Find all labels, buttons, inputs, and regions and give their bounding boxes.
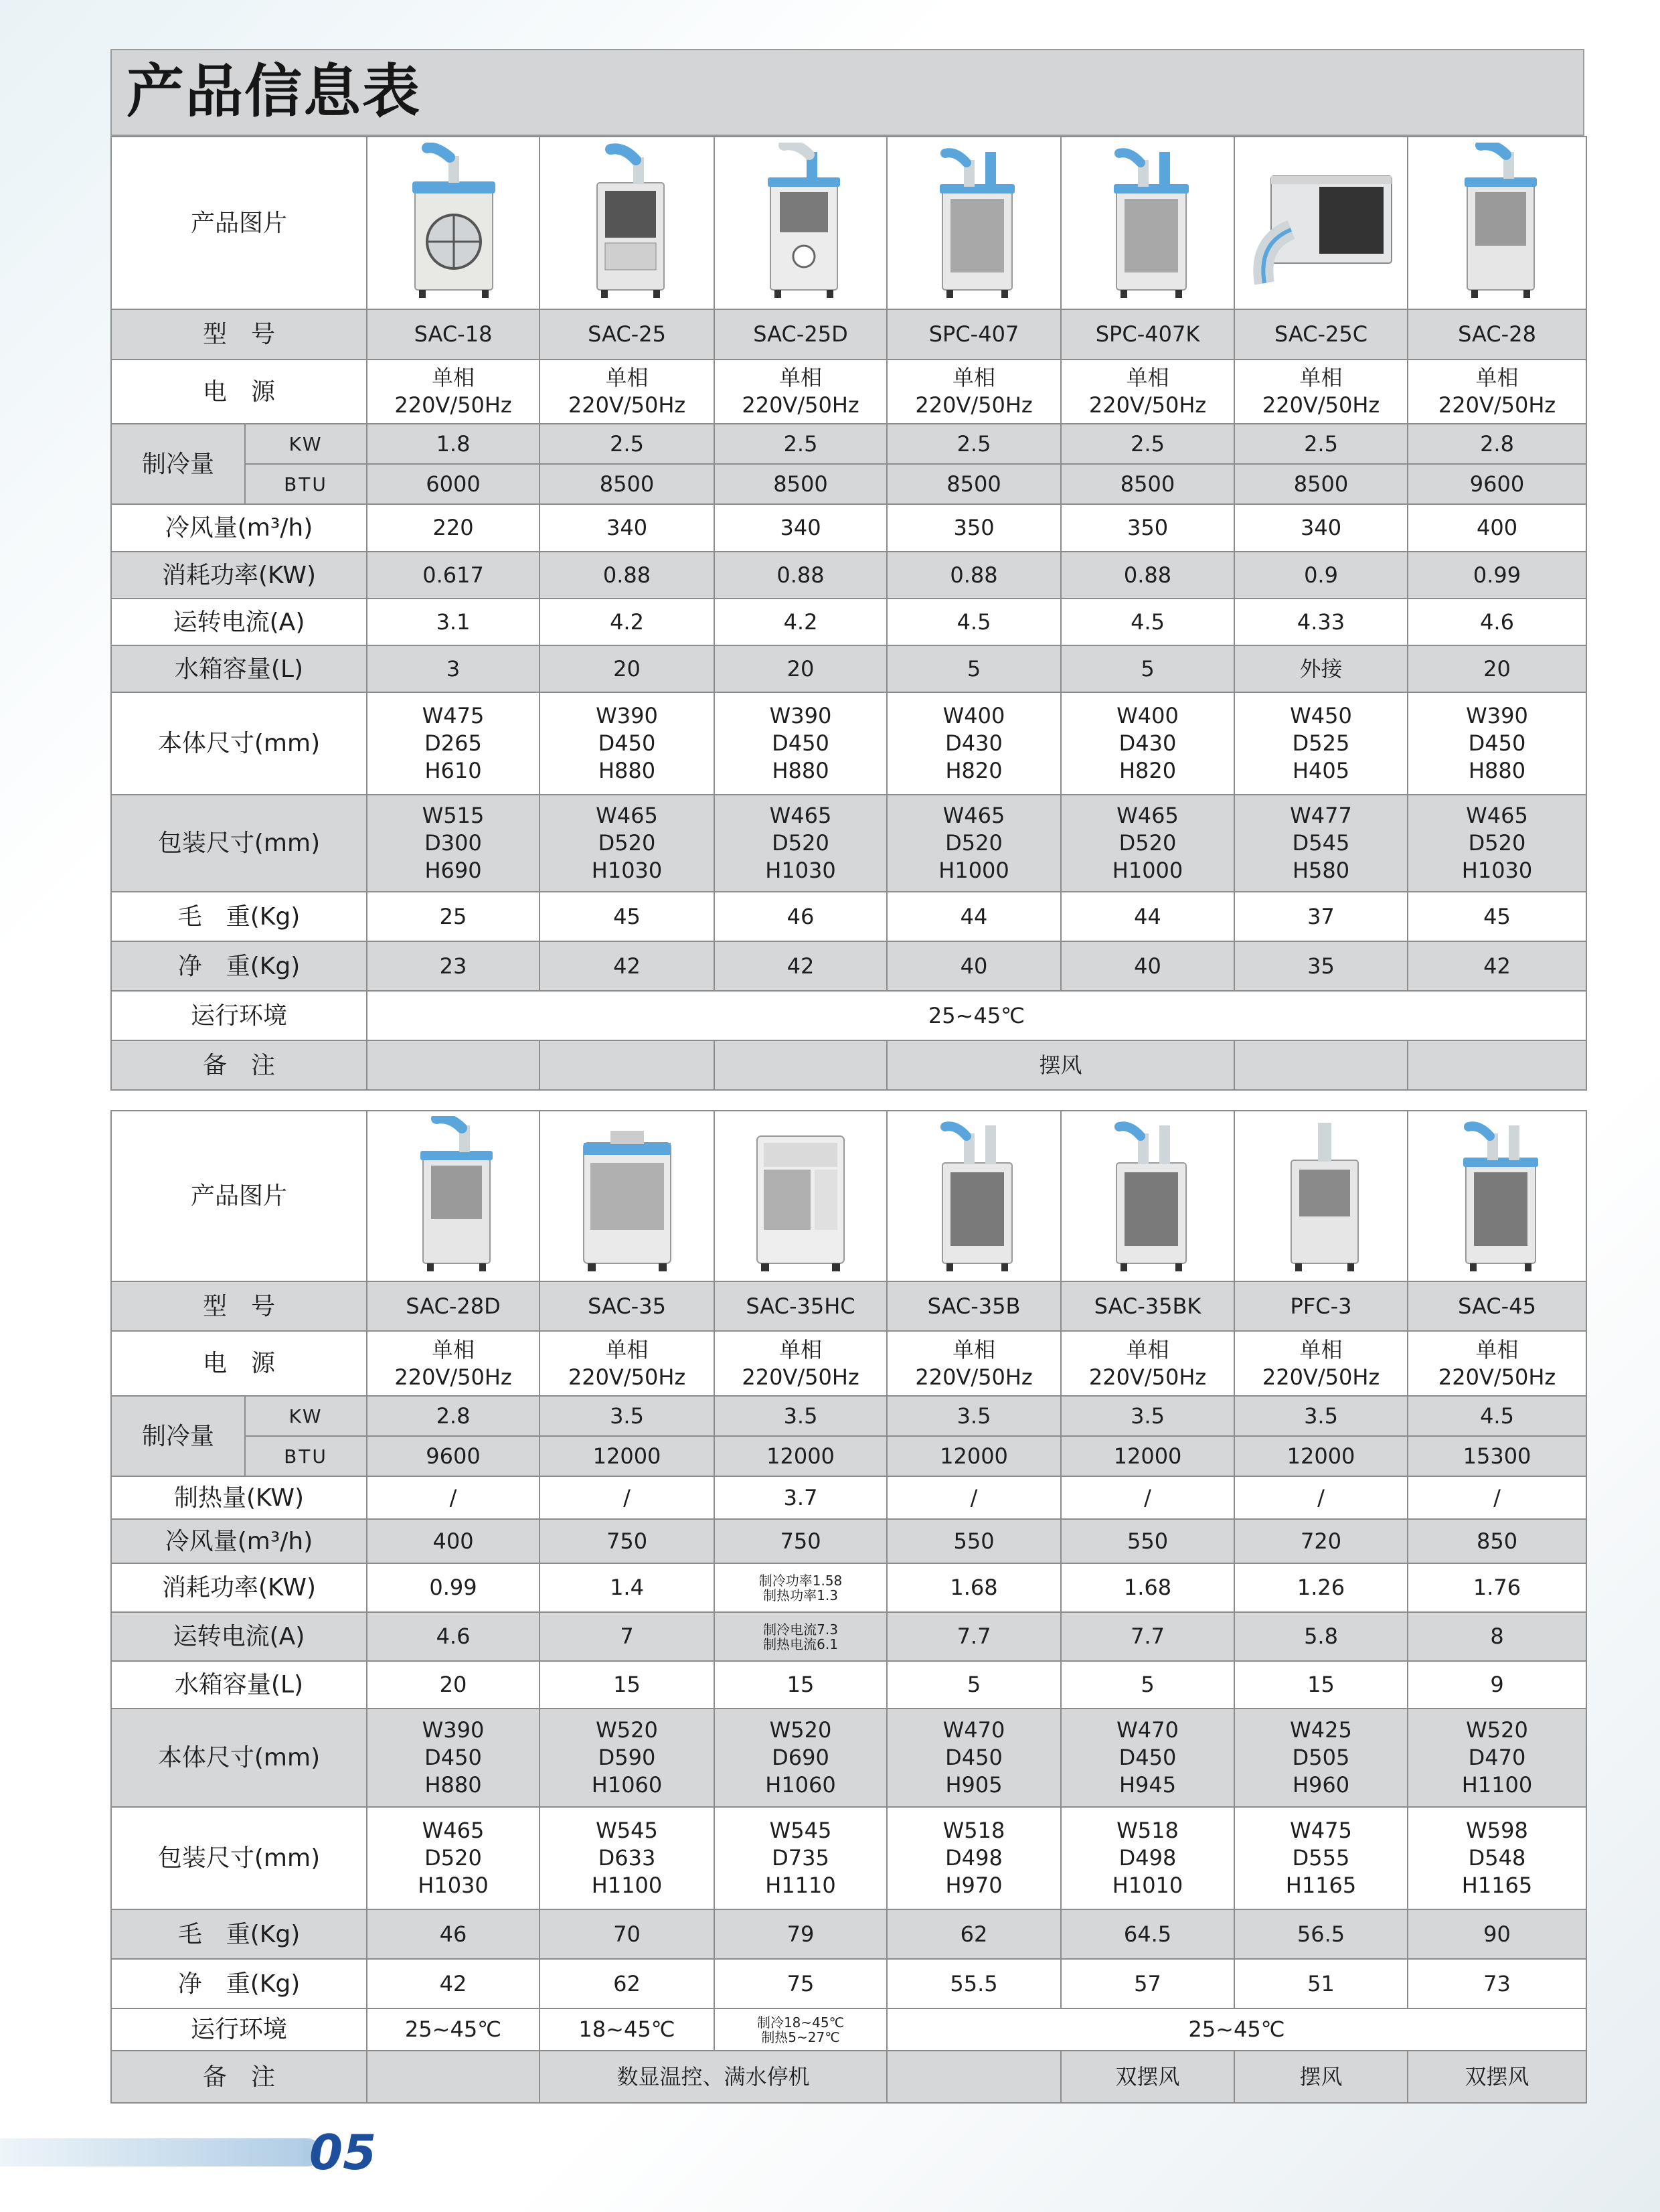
cell-env: 18~45℃ — [540, 2008, 714, 2051]
cell-gross: 56.5 — [1234, 1909, 1408, 1959]
cell-btu: 12000 — [887, 1436, 1061, 1476]
cell-body-size: W390 D450 H880 — [1408, 692, 1586, 795]
cell-power: 单相 220V/50Hz — [367, 1331, 540, 1396]
cell-kw: 2.8 — [367, 1396, 540, 1436]
cell-power: 单相 220V/50Hz — [540, 1331, 714, 1396]
cell-note: 双摆风 — [1061, 2051, 1234, 2103]
cell-gross: 45 — [1408, 892, 1586, 941]
cell-btu: 9600 — [1408, 464, 1586, 504]
cell-tank: 5 — [887, 1661, 1061, 1709]
label-power: 电 源 — [111, 360, 367, 424]
cell-body-size: W520 D470 H1100 — [1408, 1709, 1586, 1807]
cell-pack-size: W465 D520 H1030 — [714, 795, 887, 892]
cell-body-size: W450 D525 H405 — [1234, 692, 1408, 795]
cell-pack-size: W465 D520 H1030 — [1408, 795, 1586, 892]
cell-gross: 46 — [714, 892, 887, 941]
cell-pack-size: W465 D520 H1030 — [540, 795, 714, 892]
cell-body-size: W470 D450 H945 — [1061, 1709, 1234, 1807]
cell-body-size: W400 D430 H820 — [887, 692, 1061, 795]
cell-tank: 9 — [1408, 1661, 1586, 1709]
label-pack-size: 包装尺寸(mm) — [111, 1807, 367, 1909]
cell-current: 4.2 — [714, 599, 887, 645]
cell-airflow: 220 — [367, 504, 540, 552]
cell-btu: 15300 — [1408, 1436, 1586, 1476]
cell-current: 制冷电流7.3 制热电流6.1 — [714, 1612, 887, 1661]
spot-cooler-dual-duct-icon — [1098, 143, 1198, 303]
box-cooler-icon — [1244, 149, 1398, 297]
cell-power: 单相 220V/50Hz — [1234, 1331, 1408, 1396]
cell-current: 3.1 — [367, 599, 540, 645]
cell-gross: 44 — [1061, 892, 1234, 941]
product-image — [367, 137, 540, 309]
cell-note — [887, 2051, 1061, 2103]
cell-consumption: 0.99 — [367, 1563, 540, 1612]
cell-gross: 46 — [367, 1909, 540, 1959]
cell-note — [540, 1040, 714, 1090]
label-note: 备 注 — [111, 1040, 367, 1090]
cell-power: 单相 220V/50Hz — [1408, 1331, 1586, 1396]
cell-env: 25~45℃ — [367, 991, 1586, 1040]
cell-current: 4.6 — [1408, 599, 1586, 645]
cell-airflow: 750 — [540, 1519, 714, 1563]
cell-env: 25~45℃ — [887, 2008, 1586, 2051]
cell-power: 单相 220V/50Hz — [714, 1331, 887, 1396]
cell-consumption: 1.26 — [1234, 1563, 1408, 1612]
cell-model: PFC-3 — [1234, 1281, 1408, 1331]
product-image — [1234, 137, 1408, 309]
label-model: 型 号 — [111, 1281, 367, 1331]
cell-model: SAC-35BK — [1061, 1281, 1234, 1331]
cell-kw: 2.5 — [1234, 424, 1408, 464]
label-kw: KW — [245, 424, 367, 464]
cell-power: 单相 220V/50Hz — [367, 360, 540, 424]
cell-body-size: W475 D265 H610 — [367, 692, 540, 795]
cell-btu: 12000 — [714, 1436, 887, 1476]
cell-net: 62 — [540, 1959, 714, 2008]
cell-airflow: 750 — [714, 1519, 887, 1563]
cell-pack-size: W465 D520 H1000 — [1061, 795, 1234, 892]
cell-note: 摆风 — [887, 1040, 1234, 1090]
cell-btu: 8500 — [714, 464, 887, 504]
cell-airflow: 720 — [1234, 1519, 1408, 1563]
cell-env: 25~45℃ — [367, 2008, 540, 2051]
cell-heating: / — [1061, 1476, 1234, 1519]
cell-kw: 1.8 — [367, 424, 540, 464]
cell-net: 55.5 — [887, 1959, 1061, 2008]
product-image — [540, 137, 714, 309]
footer-bar — [0, 2138, 321, 2166]
cell-note: 摆风 — [1234, 2051, 1408, 2103]
cell-btu: 8500 — [1234, 464, 1408, 504]
product-image — [367, 1111, 540, 1281]
cell-body-size: W390 D450 H880 — [540, 692, 714, 795]
label-env: 运行环境 — [111, 991, 367, 1040]
cell-pack-size: W475 D555 H1165 — [1234, 1807, 1408, 1909]
cell-gross: 90 — [1408, 1909, 1586, 1959]
label-btu: BTU — [245, 1436, 367, 1476]
cell-body-size: W470 D450 H905 — [887, 1709, 1061, 1807]
cell-note: 数显温控、满水停机 — [540, 2051, 887, 2103]
cell-airflow: 340 — [540, 504, 714, 552]
spec-table-2 — [110, 1110, 1587, 2104]
cell-power: 单相 220V/50Hz — [887, 360, 1061, 424]
page-title: 产品信息表 — [127, 58, 421, 125]
cell-net: 42 — [714, 941, 887, 991]
cell-body-size: W390 D450 H880 — [714, 692, 887, 795]
cell-net: 23 — [367, 941, 540, 991]
label-gross: 毛 重(Kg) — [111, 1909, 367, 1959]
label-airflow: 冷风量(m³/h) — [111, 1519, 367, 1563]
cell-net: 42 — [540, 941, 714, 991]
label-env: 运行环境 — [111, 2008, 367, 2051]
cell-net: 73 — [1408, 1959, 1586, 2008]
spot-cooler-icon — [1447, 143, 1548, 303]
spot-cooler-dual-duct-icon — [1098, 1116, 1198, 1277]
cell-pack-size: W465 D520 H1030 — [367, 1807, 540, 1909]
cell-pack-size: W545 D735 H1110 — [714, 1807, 887, 1909]
product-image — [714, 137, 887, 309]
label-body-size: 本体尺寸(mm) — [111, 692, 367, 795]
cell-airflow: 350 — [887, 504, 1061, 552]
cell-model: SAC-35HC — [714, 1281, 887, 1331]
cell-model: SAC-18 — [367, 309, 540, 360]
label-gross: 毛 重(Kg) — [111, 892, 367, 941]
label-image: 产品图片 — [111, 137, 367, 309]
cell-pack-size: W518 D498 H1010 — [1061, 1807, 1234, 1909]
cell-model: SPC-407 — [887, 309, 1061, 360]
cell-airflow: 340 — [714, 504, 887, 552]
cell-tank: 15 — [1234, 1661, 1408, 1709]
cell-power: 单相 220V/50Hz — [540, 360, 714, 424]
cell-btu: 8500 — [887, 464, 1061, 504]
cell-pack-size: W465 D520 H1000 — [887, 795, 1061, 892]
cell-model: SAC-35 — [540, 1281, 714, 1331]
cell-note — [1234, 1040, 1408, 1090]
label-current: 运转电流(A) — [111, 1612, 367, 1661]
product-image — [1234, 1111, 1408, 1281]
cell-body-size: W425 D505 H960 — [1234, 1709, 1408, 1807]
cell-gross: 79 — [714, 1909, 887, 1959]
cell-note — [1408, 1040, 1586, 1090]
cell-current: 4.5 — [887, 599, 1061, 645]
cell-gross: 25 — [367, 892, 540, 941]
cell-tank: 15 — [540, 1661, 714, 1709]
cell-consumption: 1.68 — [1061, 1563, 1234, 1612]
cell-heating: 3.7 — [714, 1476, 887, 1519]
cell-tank: 3 — [367, 645, 540, 692]
cell-current: 7.7 — [1061, 1612, 1234, 1661]
cell-heating: / — [540, 1476, 714, 1519]
cell-consumption: 0.88 — [540, 552, 714, 599]
cell-power: 单相 220V/50Hz — [1061, 360, 1234, 424]
cell-btu: 8500 — [1061, 464, 1234, 504]
cell-kw: 3.5 — [714, 1396, 887, 1436]
cell-kw: 2.5 — [887, 424, 1061, 464]
product-image — [1408, 137, 1586, 309]
page-number: 05 — [309, 2124, 377, 2181]
cell-net: 35 — [1234, 941, 1408, 991]
cell-consumption: 0.88 — [887, 552, 1061, 599]
cell-gross: 45 — [540, 892, 714, 941]
cell-current: 7.7 — [887, 1612, 1061, 1661]
cell-pack-size: W545 D633 H1100 — [540, 1807, 714, 1909]
cell-consumption: 0.88 — [714, 552, 887, 599]
label-heating: 制热量(KW) — [111, 1476, 367, 1519]
cell-heating: / — [1408, 1476, 1586, 1519]
cell-btu: 12000 — [1234, 1436, 1408, 1476]
cell-current: 4.2 — [540, 599, 714, 645]
cell-airflow: 350 — [1061, 504, 1234, 552]
cell-net: 42 — [1408, 941, 1586, 991]
spot-cooler-icon — [577, 143, 677, 303]
cell-tank: 5 — [887, 645, 1061, 692]
spot-cooler-dual-duct-icon — [924, 143, 1024, 303]
cell-model: SAC-25D — [714, 309, 887, 360]
cell-model: SAC-35B — [887, 1281, 1061, 1331]
cell-tank: 5 — [1061, 1661, 1234, 1709]
cell-gross: 37 — [1234, 892, 1408, 941]
cell-heating: / — [887, 1476, 1061, 1519]
cell-gross: 70 — [540, 1909, 714, 1959]
cell-net: 75 — [714, 1959, 887, 2008]
cell-tank: 20 — [367, 1661, 540, 1709]
cell-body-size: W400 D430 H820 — [1061, 692, 1234, 795]
cell-tank: 20 — [1408, 645, 1586, 692]
cell-power: 单相 220V/50Hz — [1061, 1331, 1234, 1396]
cell-airflow: 400 — [1408, 504, 1586, 552]
product-image — [540, 1111, 714, 1281]
cell-model: SAC-25C — [1234, 309, 1408, 360]
label-note: 备 注 — [111, 2051, 367, 2103]
cell-current: 4.5 — [1061, 599, 1234, 645]
product-image — [1061, 137, 1234, 309]
cell-current: 4.6 — [367, 1612, 540, 1661]
label-net: 净 重(Kg) — [111, 941, 367, 991]
cell-power: 单相 220V/50Hz — [887, 1331, 1061, 1396]
cell-body-size: W390 D450 H880 — [367, 1709, 540, 1807]
cell-net: 57 — [1061, 1959, 1234, 2008]
cell-consumption: 制冷功率1.58 制热功率1.3 — [714, 1563, 887, 1612]
cell-btu: 6000 — [367, 464, 540, 504]
label-cooling: 制冷量 — [111, 424, 245, 504]
spot-cooler-dual-duct-icon — [924, 1116, 1024, 1277]
cell-note: 双摆风 — [1408, 2051, 1586, 2103]
cell-power: 单相 220V/50Hz — [1408, 360, 1586, 424]
label-current: 运转电流(A) — [111, 599, 367, 645]
cell-consumption: 0.99 — [1408, 552, 1586, 599]
cell-airflow: 850 — [1408, 1519, 1586, 1563]
cell-consumption: 1.76 — [1408, 1563, 1586, 1612]
label-cooling: 制冷量 — [111, 1396, 245, 1476]
cell-tank: 20 — [540, 645, 714, 692]
large-cooler-icon — [744, 1116, 857, 1277]
cell-model: SAC-25 — [540, 309, 714, 360]
cell-note — [367, 1040, 540, 1090]
spot-cooler-dual-duct-icon — [1447, 1116, 1548, 1277]
cell-airflow: 340 — [1234, 504, 1408, 552]
label-consumption: 消耗功率(KW) — [111, 1563, 367, 1612]
title-bar — [110, 49, 1584, 136]
cell-tank: 15 — [714, 1661, 887, 1709]
cell-current: 8 — [1408, 1612, 1586, 1661]
label-body-size: 本体尺寸(mm) — [111, 1709, 367, 1807]
cell-model: SPC-407K — [1061, 309, 1234, 360]
cell-airflow: 550 — [1061, 1519, 1234, 1563]
cell-tank: 5 — [1061, 645, 1234, 692]
cell-pack-size: W477 D545 H580 — [1234, 795, 1408, 892]
cell-gross: 62 — [887, 1909, 1061, 1959]
cell-airflow: 400 — [367, 1519, 540, 1563]
cell-tank: 外接 — [1234, 645, 1408, 692]
spec-table-1 — [110, 136, 1587, 1091]
label-tank: 水箱容量(L) — [111, 645, 367, 692]
cell-heating: / — [1234, 1476, 1408, 1519]
cell-kw: 2.5 — [1061, 424, 1234, 464]
spot-cooler-fan-icon — [403, 143, 503, 303]
cell-kw: 4.5 — [1408, 1396, 1586, 1436]
cell-consumption: 0.88 — [1061, 552, 1234, 599]
cell-power: 单相 220V/50Hz — [1234, 360, 1408, 424]
label-consumption: 消耗功率(KW) — [111, 552, 367, 599]
cell-gross: 64.5 — [1061, 1909, 1234, 1959]
product-image — [887, 1111, 1061, 1281]
cell-heating: / — [367, 1476, 540, 1519]
cell-kw: 3.5 — [1234, 1396, 1408, 1436]
product-image — [1408, 1111, 1586, 1281]
label-tank: 水箱容量(L) — [111, 1661, 367, 1709]
cell-current: 5.8 — [1234, 1612, 1408, 1661]
cell-gross: 44 — [887, 892, 1061, 941]
cell-tank: 20 — [714, 645, 887, 692]
cell-pack-size: W518 D498 H970 — [887, 1807, 1061, 1909]
cell-net: 40 — [1061, 941, 1234, 991]
cell-body-size: W520 D590 H1060 — [540, 1709, 714, 1807]
label-pack-size: 包装尺寸(mm) — [111, 795, 367, 892]
cell-note — [367, 2051, 540, 2103]
cell-kw: 3.5 — [540, 1396, 714, 1436]
cell-consumption: 1.68 — [887, 1563, 1061, 1612]
cell-kw: 2.8 — [1408, 424, 1586, 464]
cell-kw: 2.5 — [714, 424, 887, 464]
cell-btu: 9600 — [367, 1436, 540, 1476]
label-airflow: 冷风量(m³/h) — [111, 504, 367, 552]
cell-model: SAC-45 — [1408, 1281, 1586, 1331]
cell-pack-size: W515 D300 H690 — [367, 795, 540, 892]
product-image — [887, 137, 1061, 309]
label-btu: BTU — [245, 464, 367, 504]
cell-power: 单相 220V/50Hz — [714, 360, 887, 424]
cell-btu: 8500 — [540, 464, 714, 504]
cell-net: 51 — [1234, 1959, 1408, 2008]
label-power: 电 源 — [111, 1331, 367, 1396]
large-cooler-icon — [570, 1116, 684, 1277]
label-image: 产品图片 — [111, 1111, 367, 1281]
cell-pack-size: W598 D548 H1165 — [1408, 1807, 1586, 1909]
cell-kw: 3.5 — [1061, 1396, 1234, 1436]
cell-note — [714, 1040, 887, 1090]
label-kw: KW — [245, 1396, 367, 1436]
cell-current: 4.33 — [1234, 599, 1408, 645]
spot-cooler-icon — [750, 143, 851, 303]
spot-cooler-icon — [403, 1116, 503, 1277]
cell-net: 42 — [367, 1959, 540, 2008]
cell-body-size: W520 D690 H1060 — [714, 1709, 887, 1807]
product-image — [714, 1111, 887, 1281]
cell-airflow: 550 — [887, 1519, 1061, 1563]
product-image — [1061, 1111, 1234, 1281]
spot-cooler-icon — [1271, 1116, 1372, 1277]
cell-kw: 2.5 — [540, 424, 714, 464]
cell-model: SAC-28 — [1408, 309, 1586, 360]
cell-btu: 12000 — [540, 1436, 714, 1476]
cell-env: 制冷18~45℃ 制热5~27℃ — [714, 2008, 887, 2051]
cell-consumption: 0.617 — [367, 552, 540, 599]
cell-consumption: 1.4 — [540, 1563, 714, 1612]
cell-kw: 3.5 — [887, 1396, 1061, 1436]
cell-net: 40 — [887, 941, 1061, 991]
label-model: 型 号 — [111, 309, 367, 360]
label-net: 净 重(Kg) — [111, 1959, 367, 2008]
cell-model: SAC-28D — [367, 1281, 540, 1331]
cell-current: 7 — [540, 1612, 714, 1661]
cell-btu: 12000 — [1061, 1436, 1234, 1476]
cell-consumption: 0.9 — [1234, 552, 1408, 599]
